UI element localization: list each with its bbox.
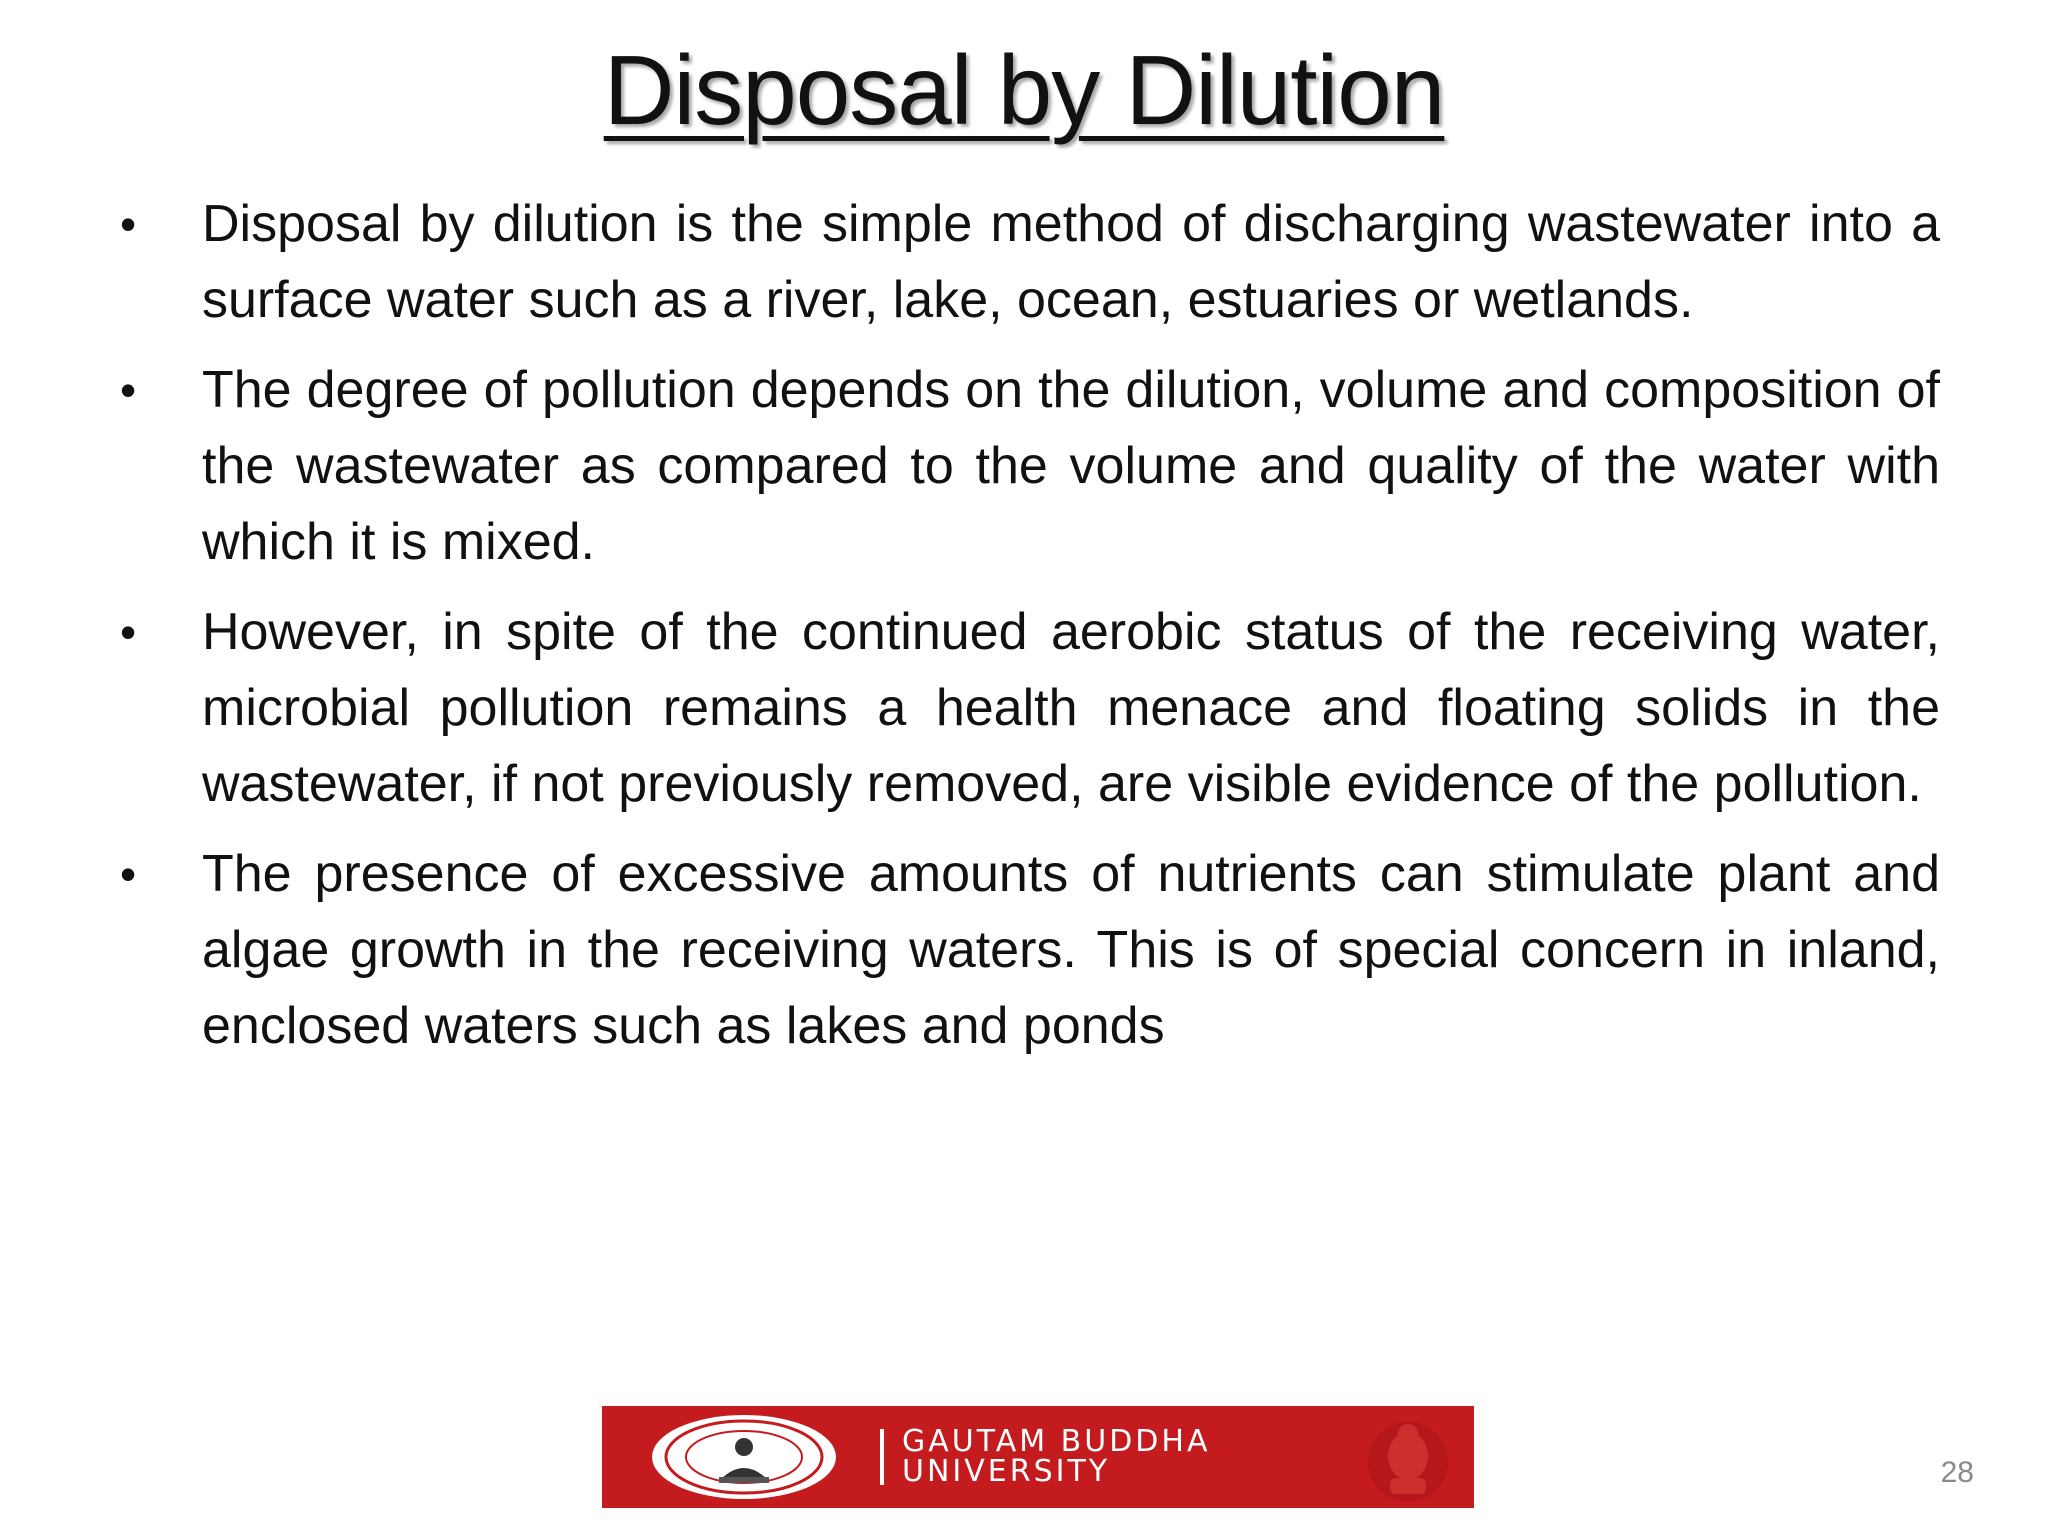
bullet-icon: • bbox=[120, 364, 137, 416]
university-name-line2: UNIVERSITY bbox=[902, 1454, 1111, 1489]
bullet-text: The degree of pollution depends on the dilution, volume and composition of the wastewater as compared to the volume and quality of the water with which it is mixed. bbox=[202, 361, 1940, 571]
bullet-text: The presence of excessive amounts of nutrients can stimulate plant and algae growth in the receiving waters. This is of special concern in inland, enclosed waters such as lakes and ponds bbox=[202, 845, 1940, 1055]
bullet-text: However, in spite of the continued aerobic status of the receiving water, microbial pollution remains a health menace and floating solids in the wastewater, if not previously removed, are visible evidence of the pollution. bbox=[202, 603, 1940, 813]
logo-divider bbox=[880, 1429, 884, 1485]
bullet-icon: • bbox=[120, 848, 137, 900]
bullet-item bbox=[120, 594, 1940, 822]
buddha-emblem-icon bbox=[1360, 1412, 1456, 1508]
bullet-icon: • bbox=[120, 198, 137, 250]
bullet-item bbox=[120, 186, 1940, 338]
bullet-icon: • bbox=[120, 606, 137, 658]
page-number: 28 bbox=[1940, 1456, 1974, 1489]
university-logo-banner bbox=[602, 1406, 1474, 1508]
bullet-list bbox=[120, 186, 1940, 1078]
bullet-item bbox=[120, 352, 1940, 580]
university-name-line1: GAUTAM BUDDHA bbox=[902, 1424, 1211, 1459]
bullet-text: Disposal by dilution is the simple method of discharging wastewater into a surface water such as a river, lake, ocean, estuaries or wetlands. bbox=[202, 195, 1940, 329]
university-seal-icon bbox=[652, 1415, 836, 1499]
bullet-item bbox=[120, 836, 1940, 1064]
university-name bbox=[902, 1424, 1211, 1489]
slide-title: Disposal by Dilution bbox=[603, 35, 1445, 145]
